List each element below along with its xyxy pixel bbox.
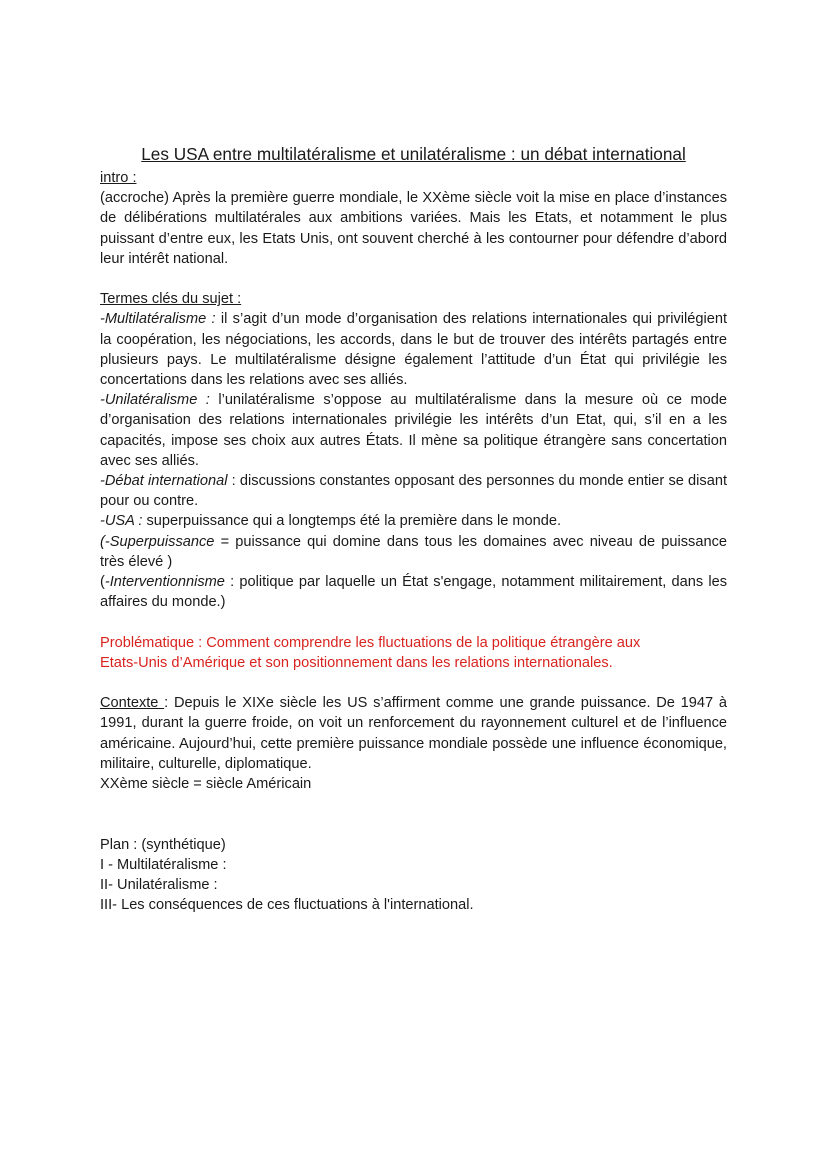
term-multilateralisme [100,309,727,390]
spacer [100,269,727,289]
plan-heading: Plan : (synthétique) [100,836,226,853]
term-definition: : politique par laquelle un État s'engage, notamment militairement, dans les affaires du monde.) [100,574,727,611]
plan-item: III- Les conséquences de ces fluctuations à l'international. [100,897,474,914]
contexte-heading: Contexte [100,695,165,712]
term-definition: il s’agit d’un mode d’organisation des relations internationales qui privilégient la coopération, les négociations, les accords, dans le but de trouver des intérêts partagés entre plusieurs pays. Le multilatéralisme désigne également l’attitude d’un État qui privilégie les concertations dans les relations avec ses alliés. [100,311,727,389]
terms-heading [100,289,727,309]
problematique-line-1: Problématique : Comment comprendre les fluctuations de la politique étrangère aux [100,634,641,651]
term-label: -Unilatéralisme : [100,392,210,409]
term-label: -Superpuissance [104,533,215,550]
intro-paragraph: (accroche) Après la première guerre mondiale, le XXème siècle voit la mise en place d’instances de délibérations multilatérales aux ambitions variées. Mais les Etats, et notamment le plus puissant d’entre eux, les Etats Unis, ont souvent cherché à les contourner pour défendre d’abord leur intérêt national. [100,190,727,267]
term-usa [100,511,727,531]
term-superpuissance [100,532,727,572]
spacer [100,612,727,632]
contexte-paragraph [100,693,727,774]
term-unilateralisme [100,390,727,471]
term-prefix: ( [100,574,105,591]
document-title: Les USA entre multilatéralisme et unilatéralisme : un débat international [141,144,686,164]
problematique-line-2: Etats-Unis d’Amérique et son positionnement dans les relations internationales. [100,654,613,671]
document-page [100,143,727,915]
term-definition: superpuissance qui a longtemps été la première dans le monde. [142,513,562,530]
spacer [100,673,727,693]
spacer [100,794,727,834]
plan-item: I - Multilatéralisme : [100,856,227,873]
term-label: -USA : [100,513,143,530]
term-definition: = puissance qui domine dans tous les domaines avec niveau de puissance très élevé ) [100,533,727,570]
intro-heading [100,168,727,188]
term-interventionnisme [100,572,727,612]
term-debat-international [100,471,727,511]
plan-item: II- Unilatéralisme : [100,877,218,894]
contexte-text: : Depuis le XIXe siècle les US s’affirment comme une grande puissance. De 1947 à 1991, durant la guerre froide, on voit un renforcement du rayonnement culturel et de l’influence américaine. Aujourd’hui, cette première puissance mondiale possède une influence économique, militaire, culturelle, diplomatique. [100,695,727,772]
terms-heading-text: Termes clés du sujet : [100,291,242,308]
term-label: -Multilatéralisme : [100,311,216,328]
term-definition: : discussions constantes opposant des personnes du monde entier se disant pour ou contre. [100,473,727,510]
term-label: -Débat international [100,473,228,490]
term-definition: l’unilatéralisme s’oppose au multilatéralisme dans la mesure où ce mode d’organisation des relations internationales privilégie les intérêts d’un Etat, qui, s’il en a les capacités, impose ses choix aux autres États. Il mène sa politique étrangère sans concertation avec ses alliés. [100,392,727,469]
term-label: -Interventionnisme [104,574,225,591]
contexte-note: XXème siècle = siècle Américain [100,776,312,793]
intro-heading-text: intro : [100,170,137,186]
term-prefix: ( [100,533,105,550]
